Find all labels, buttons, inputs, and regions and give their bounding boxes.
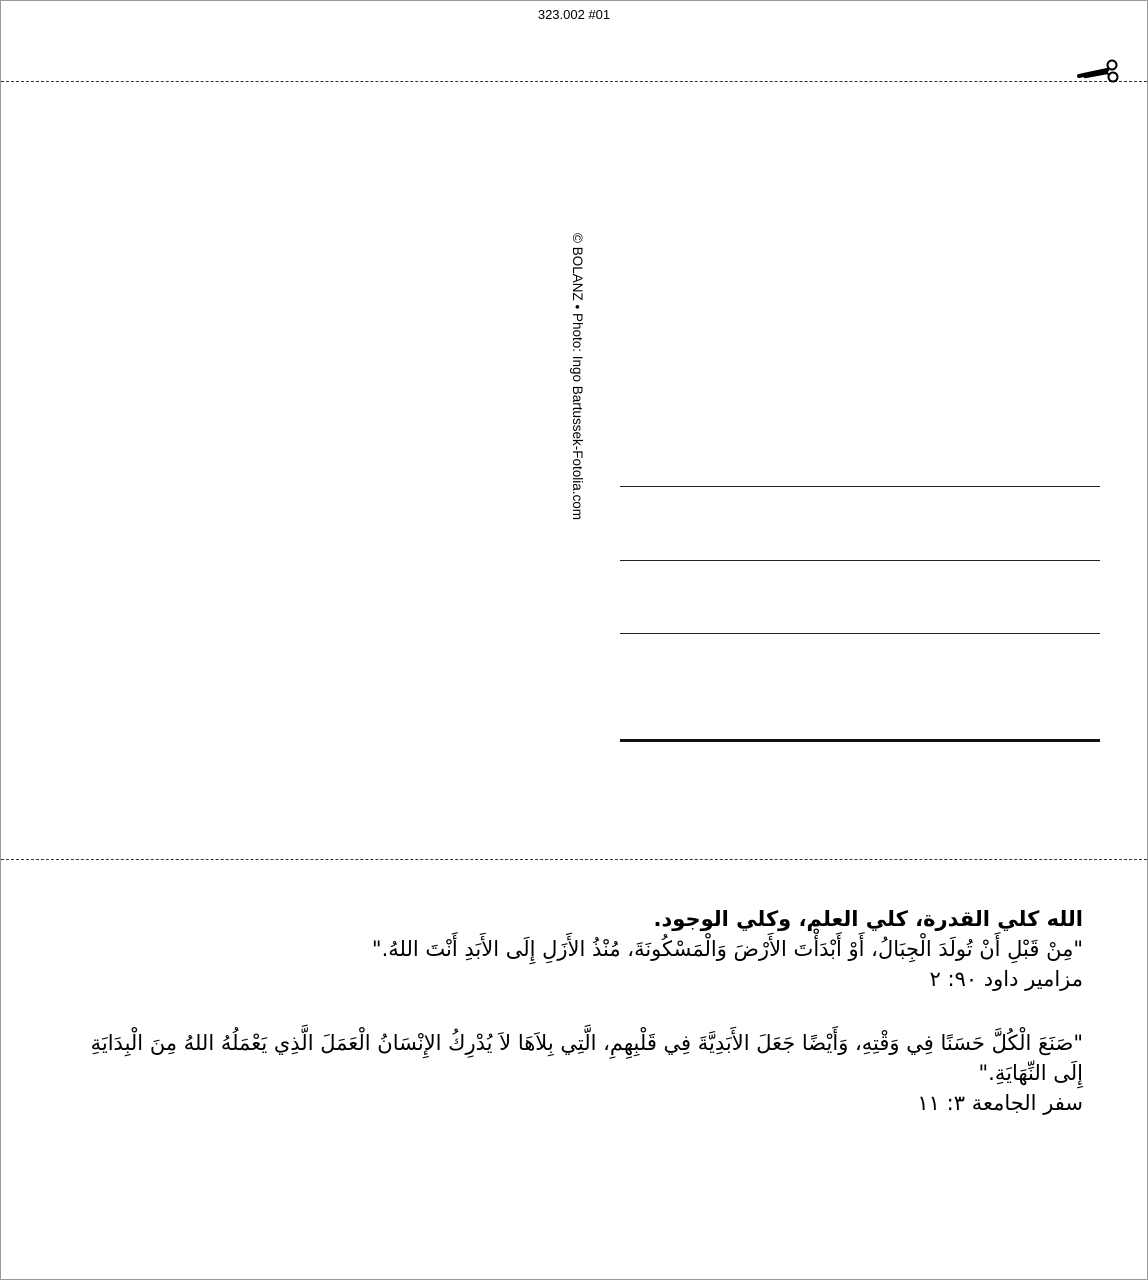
verse-quote-2-line-1: "صَنَعَ الْكُلَّ حَسَنًا فِي وَقْتِهِ، وَأَيْضًا جَعَلَ الأَبَدِيَّةَ فِي قَلْبِهِمِ، الَّتِي بِلاَهَا لاَ يُدْرِكُ الإِنْسَانُ الْعَمَلَ الَّذِي يَعْمَلُهُ اللهُ مِنَ الْبِدَايَةِ	[90, 1031, 1083, 1055]
card-code: 323.002 #01	[537, 7, 611, 22]
verse-heading: الله كلي القدرة، كلي العلم، وكلي الوجود.	[653, 907, 1083, 931]
verse-block	[51, 904, 1083, 1118]
verse-reference-1: مزامير داود ٩٠: ٢	[929, 967, 1083, 991]
cut-line-top	[1, 81, 1147, 82]
verse-reference-2: سفر الجامعة ٣: ١١	[917, 1091, 1083, 1115]
scissors-icon	[1077, 55, 1121, 85]
photo-credit: © BOLANZ • Photo: Ingo Bartussek-Fotolia.com	[570, 233, 585, 521]
address-line-2	[620, 560, 1100, 561]
address-line-1	[620, 486, 1100, 487]
address-line-3	[620, 633, 1100, 634]
verse-quote-1: "مِنْ قَبْلِ أَنْ تُولَدَ الْجِبَالُ، أَوْ أَبْدَأْتَ الأَرْضَ وَالْمَسْكُونَةَ، مُنْذُ الأَزَلِ إِلَى الأَبَدِ أَنْتَ اللهُ."	[371, 937, 1083, 961]
cut-line-middle	[1, 859, 1147, 860]
verse-quote-2-line-2: إِلَى النِّهَايَةِ."	[978, 1061, 1083, 1085]
address-line-4	[620, 739, 1100, 742]
